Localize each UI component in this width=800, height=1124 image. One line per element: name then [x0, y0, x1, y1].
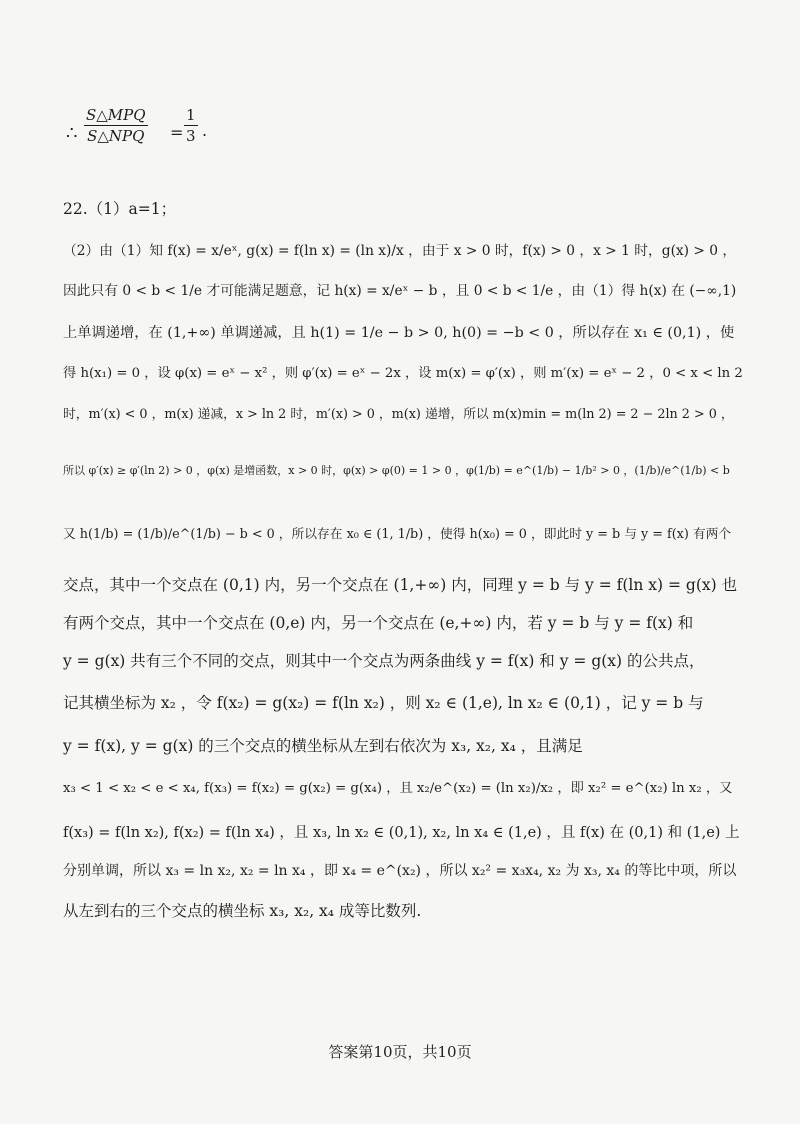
solution-line: 从左到右的三个交点的横坐标 x₃, x₂, x₄ 成等比数列.	[63, 902, 422, 920]
solution-line: 记其横坐标为 x₂ ，令 f(x₂) = g(x₂) = f(ln x₂) ，则 x₂ ∈ (1,e), ln x₂ ∈ (0,1) ，记 y = b 与	[63, 694, 704, 712]
solution-line: y = f(x), y = g(x) 的三个交点的横坐标从左到右依次为 x₃, x₂, x₄ ，且满足	[63, 737, 583, 755]
solution-line: 因此只有 0 < b < 1/e 才可能满足题意，记 h(x) = x/eˣ − b ，且 0 < b < 1/e ，由（1）得 h(x) 在 (−∞,1)	[63, 283, 737, 299]
solution-line: 又 h(1/b) = (1/b)/e^(1/b) − b < 0 ，所以存在 x₀ ∈ (1, 1/b) ，使得 h(x₀) = 0 ，即此时 y = b 与 y = f(x) 有两个	[63, 527, 732, 542]
area-ratio-fraction	[84, 105, 148, 146]
solution-line: 有两个交点，其中一个交点在 (0,e) 内，另一个交点在 (e,+∞) 内，若 y = b 与 y = f(x) 和	[63, 614, 694, 632]
solution-line: 上单调递增，在 (1,+∞) 单调递减，且 h(1) = 1/e − b > 0, h(0) = −b < 0 ，所以存在 x₁ ∈ (0,1) ，使	[63, 325, 735, 341]
ratio-period: .	[202, 121, 208, 140]
solution-line: （2）由（1）知 f(x) = x/eˣ, g(x) = f(ln x) = (ln x)/x ，由于 x > 0 时，f(x) > 0 ，x > 1 时，g(x) > 0 ，	[63, 243, 737, 259]
problem-22-part1: 22.（1）a=1；	[63, 200, 177, 218]
solution-line: f(x₃) = f(ln x₂), f(x₂) = f(ln x₄) ，且 x₃, ln x₂ ∈ (0,1), x₂, ln x₄ ∈ (1,e) ，且 f(x) 在 (0,1) 和 (1,e) 上	[63, 825, 740, 841]
solution-line: y = g(x) 共有三个不同的交点，则其中一个交点为两条曲线 y = f(x) 和 y = g(x) 的公共点，	[63, 652, 705, 670]
area-mpq: S△MPQ	[86, 106, 146, 124]
equals-sign: =	[170, 123, 184, 142]
ratio-value-numerator: 1	[186, 106, 196, 124]
solution-line: x₃ < 1 < x₂ < e < x₄, f(x₃) = f(x₂) = g(x₂) = g(x₄) ，且 x₂/e^(x₂) = (ln x₂)/x₂ ，即 x₂² = e^(x₂) ln x₂ ，又	[63, 781, 733, 796]
ratio-value-denominator: 3	[186, 127, 196, 145]
page-footer: 答案第10页，共10页	[328, 1043, 472, 1061]
therefore-symbol: ∴	[66, 123, 78, 144]
solution-line: 交点，其中一个交点在 (0,1) 内，另一个交点在 (1,+∞) 内，同理 y = b 与 y = f(ln x) = g(x) 也	[63, 576, 738, 594]
solution-line: 所以 φ′(x) ≥ φ′(ln 2) > 0 ，φ(x) 是增函数，x > 0 时，φ(x) > φ(0) = 1 > 0 ，φ(1/b) = e^(1/b) − 1/b² > 0 ，(1/b)/e^(1/b) < b	[63, 464, 730, 477]
area-npq: S△NPQ	[87, 127, 145, 145]
solution-line: 时，m′(x) < 0 ，m(x) 递减，x > ln 2 时，m′(x) > 0 ，m(x) 递增，所以 m(x)min = m(ln 2) = 2 − 2ln 2 > 0 ，	[63, 407, 734, 422]
solution-line: 得 h(x₁) = 0 ，设 φ(x) = eˣ − x² ，则 φ′(x) = eˣ − 2x ，设 m(x) = φ′(x) ，则 m′(x) = eˣ − 2 ，0 < x < ln 2	[63, 366, 743, 381]
solution-line: 分别单调，所以 x₃ = ln x₂, x₂ = ln x₄ ，即 x₄ = e^(x₂) ，所以 x₂² = x₃x₄, x₂ 为 x₃, x₄ 的等比中项，所以	[63, 863, 737, 879]
ratio-value	[184, 105, 198, 146]
